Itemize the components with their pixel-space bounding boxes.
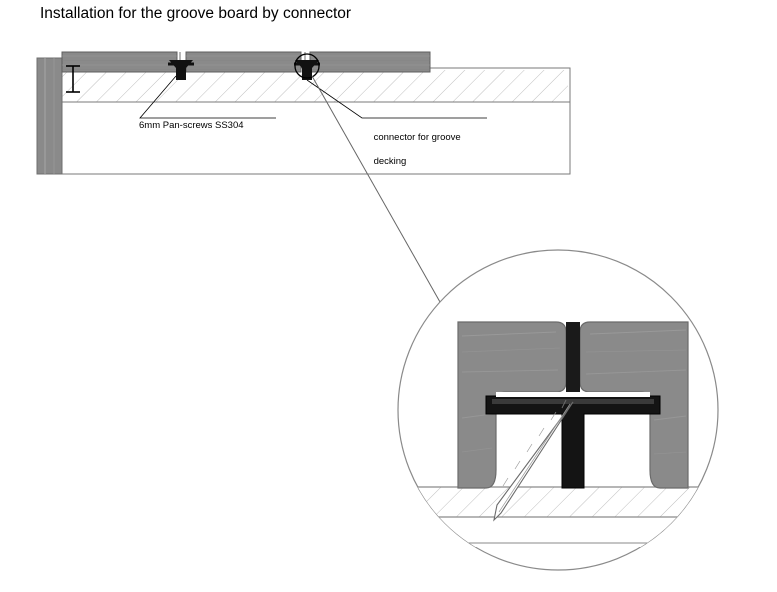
connector-callout-label [363, 120, 461, 180]
detail-circle [398, 250, 718, 570]
connector-callout-line2: decking [373, 156, 407, 167]
end-post [37, 58, 62, 174]
screws-callout-label: 6mm Pan-screws SS304 [139, 120, 244, 131]
detail-substrate-hatch [398, 487, 718, 517]
board-gap [566, 322, 580, 394]
connector-callout-line1: connector for groove [373, 132, 461, 143]
page-title: Installation for the groove board by connector [40, 5, 352, 22]
